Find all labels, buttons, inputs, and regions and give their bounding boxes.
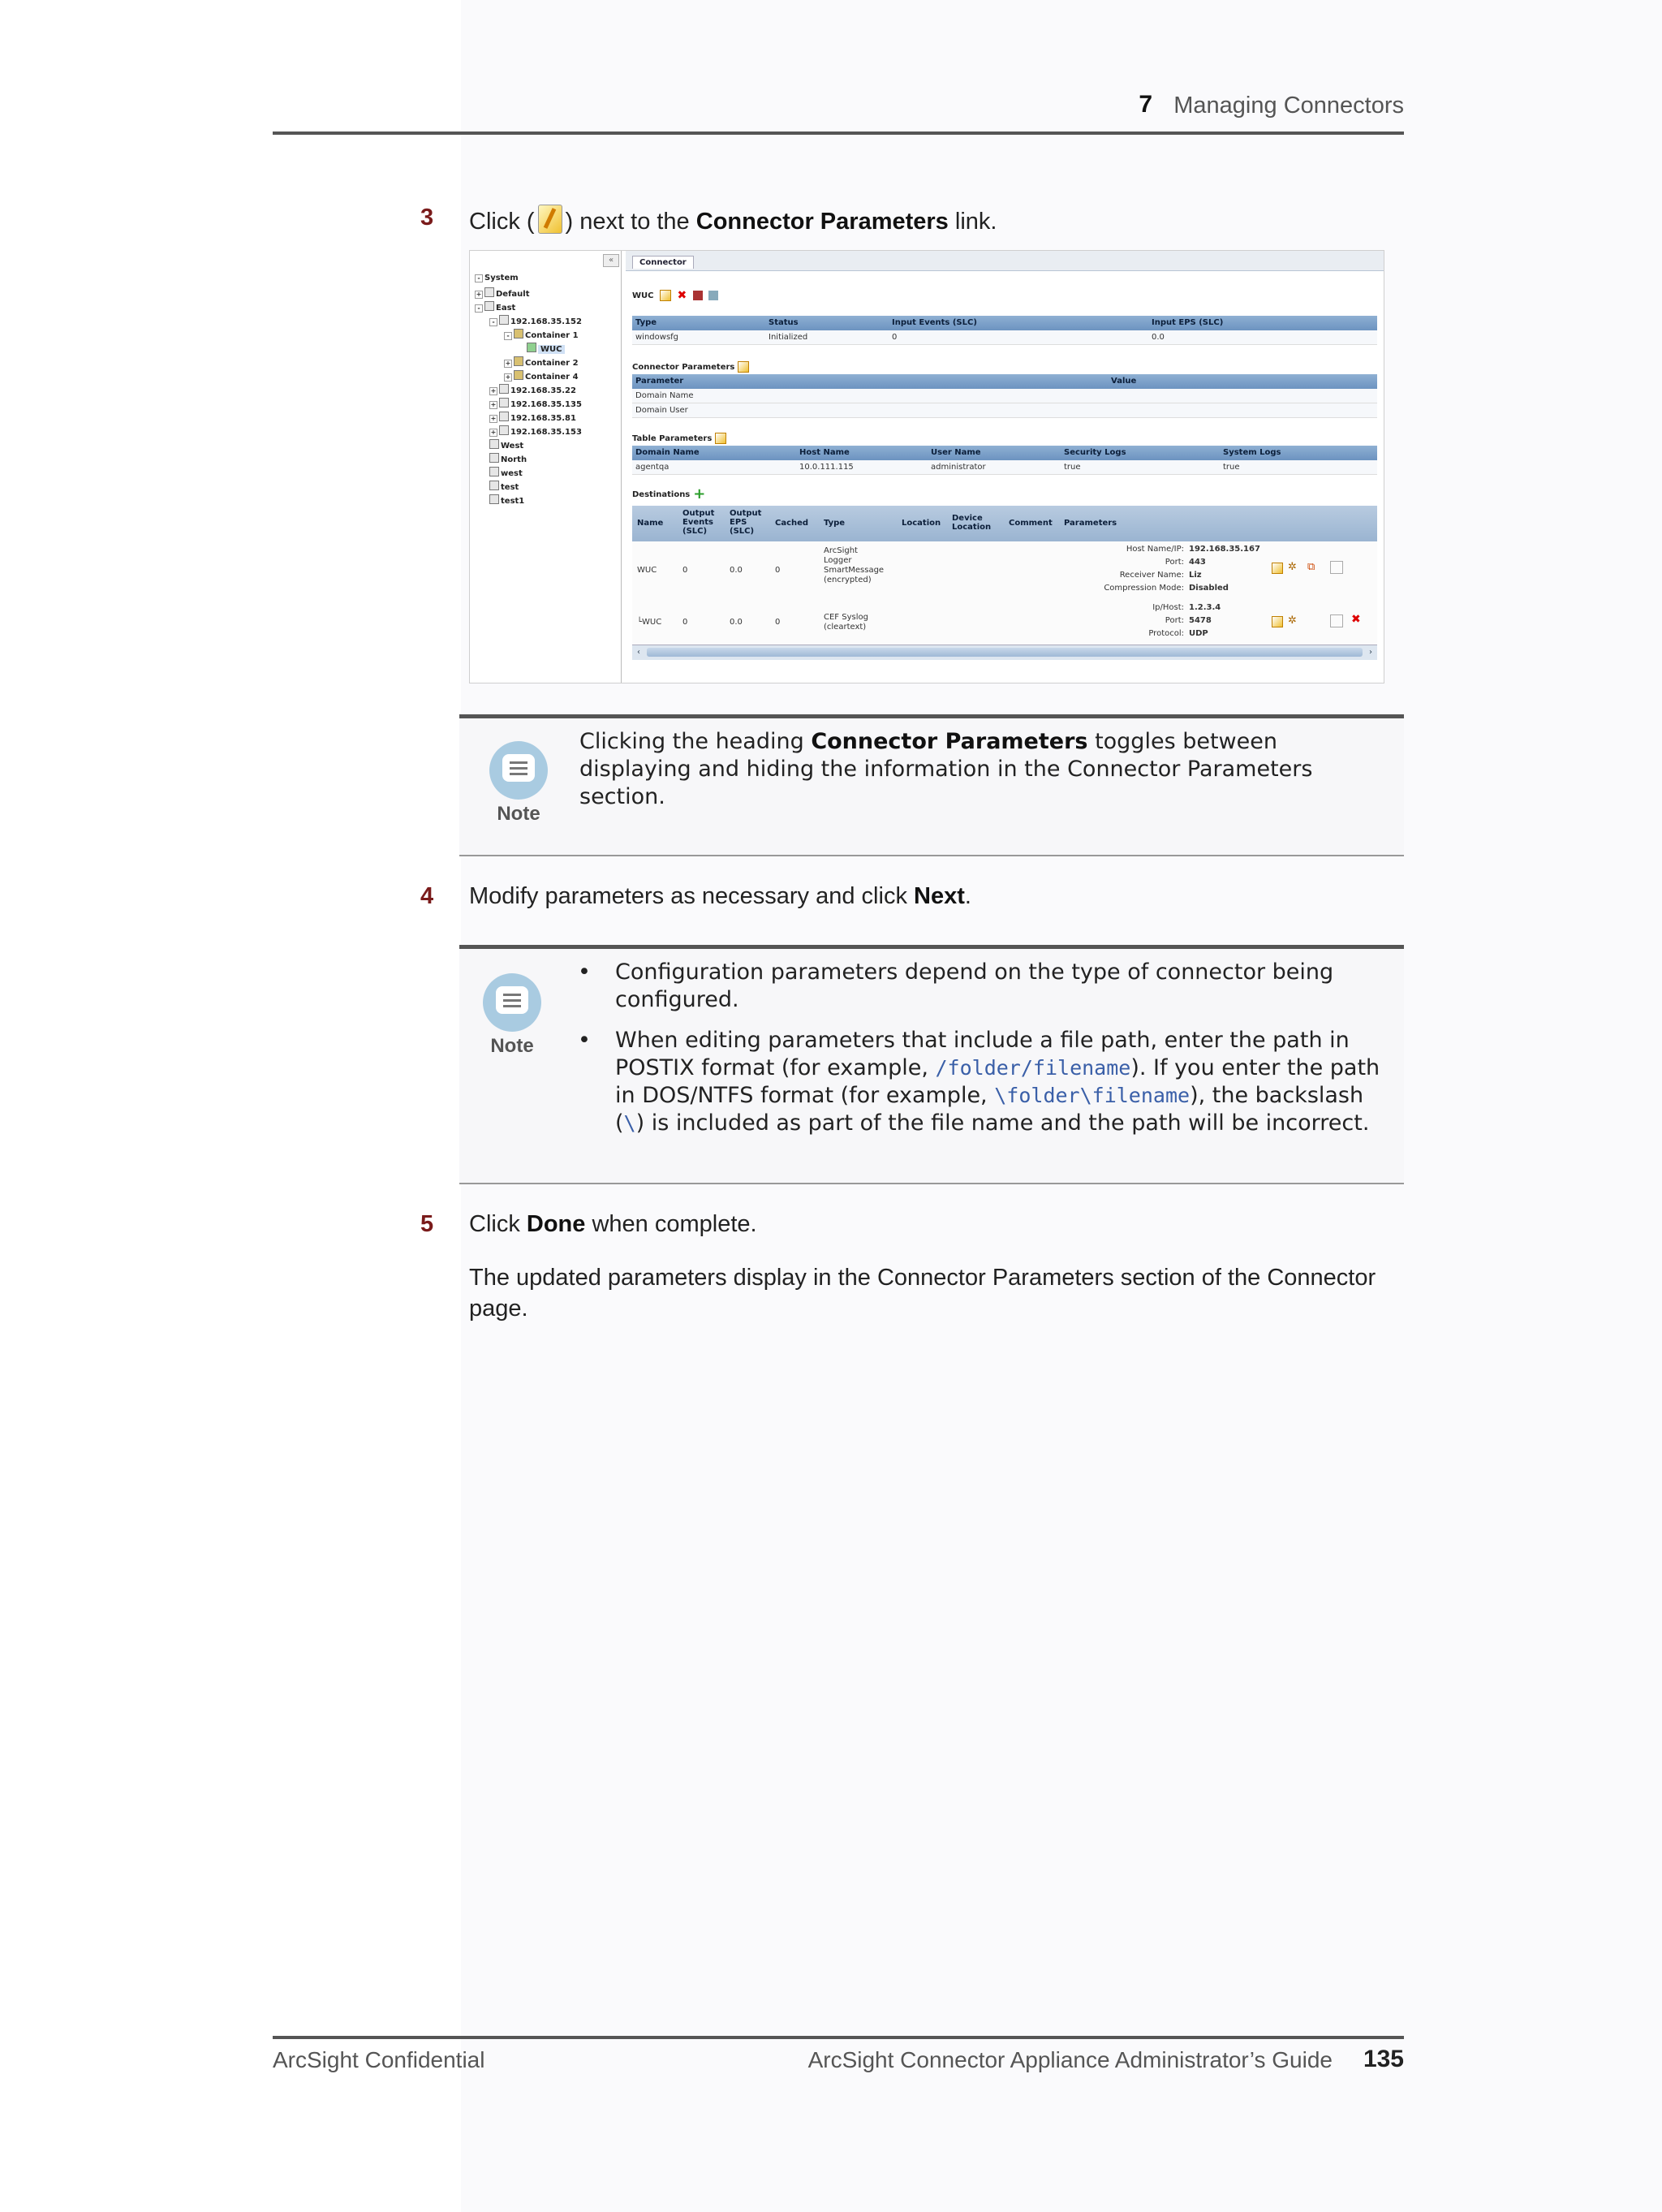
scroll-left-icon[interactable]: ‹	[637, 648, 640, 657]
page-number: 135	[1363, 2046, 1404, 2072]
note-box	[459, 945, 1404, 1184]
step3-pre: Click (	[469, 209, 535, 235]
note2-bullets: • Configuration parameters depend on the type of connector being configured. • When editing parameters that include a file path, enter the path in POSTIX format (for example, /folder/filename). If you enter the path in DOS/NTFS format (for example, \folder\filename), the backslash (\) is included as part of the file name and the path will be incorrect.	[578, 959, 1389, 1137]
note-icon: Note	[480, 973, 544, 1058]
wuc-title: WUC ✖	[632, 290, 718, 301]
tree-node[interactable]: + 192.168.35.22	[489, 384, 576, 395]
copy-icon[interactable]: ⧉	[1307, 561, 1315, 573]
table-row: windowsfg Initialized 0 0.0	[632, 330, 1377, 345]
footer-left: ArcSight Confidential	[273, 2047, 485, 2072]
tree-node[interactable]: + 192.168.35.135	[489, 398, 582, 409]
failover-icon[interactable]	[1330, 614, 1343, 627]
failover-icon[interactable]	[1330, 561, 1343, 574]
tree-node[interactable]: test1	[489, 494, 524, 506]
step3-post: link.	[948, 209, 997, 235]
tree-node[interactable]: west	[489, 467, 523, 478]
table-row[interactable]: └WUC 0 0.0 0 CEF Syslog (cleartext) Ip/Host: 1.2.3.4 Port: 5478 Protocol: UDP ✲ ✖	[632, 600, 1377, 646]
table-row: Domain User	[632, 403, 1377, 418]
tree-node[interactable]: West	[489, 439, 523, 451]
step3-text	[469, 205, 997, 235]
gear-icon[interactable]: ✲	[1288, 614, 1297, 627]
connector-screenshot	[469, 250, 1384, 683]
note1-text: Clicking the heading Connector Parameters toggles between displaying and hiding the information in the Connector Parameters section.	[579, 729, 1313, 809]
connector-parameters-link[interactable]: Connector Parameters	[632, 361, 749, 373]
tree-node[interactable]: - Container 1	[504, 329, 579, 340]
chapter-number: 7	[1139, 91, 1152, 118]
note-icon: Note	[487, 741, 550, 826]
edit-pencil-icon[interactable]	[738, 361, 749, 373]
gear-icon[interactable]: ✲	[1288, 561, 1297, 573]
delete-icon[interactable]: ✖	[677, 289, 687, 302]
tree-node[interactable]: + 192.168.35.81	[489, 412, 576, 423]
scroll-thumb[interactable]	[647, 648, 1363, 657]
tree-node[interactable]: + Container 4	[504, 370, 579, 382]
step3-mid: ) next to the	[565, 209, 696, 235]
footer-guide-title: ArcSight Connector Appliance Administrator’s Guide	[807, 2047, 1333, 2072]
note-box	[459, 714, 1404, 856]
step-number: 5	[420, 1211, 434, 1237]
tab-bar	[626, 251, 1384, 271]
table-row: agentqa 10.0.111.115 administrator true true	[632, 460, 1377, 475]
settings-icon[interactable]	[708, 291, 718, 300]
tree-node[interactable]: test	[489, 481, 519, 492]
step-number: 4	[420, 883, 434, 909]
step3-bold: Connector Parameters	[695, 209, 949, 235]
stop-icon[interactable]	[693, 291, 703, 300]
tree-node[interactable]: North	[489, 453, 527, 464]
chapter-title: Managing Connectors	[1173, 93, 1404, 119]
tree-node[interactable]: + Container 2	[504, 356, 579, 368]
table-row: Domain Name	[632, 389, 1377, 403]
edit-icon[interactable]	[660, 290, 671, 301]
body-paragraph: The updated parameters display in the Connector Parameters section of the Connector page.	[469, 1265, 1376, 1322]
table-parameters-title: Table Parameters	[632, 433, 726, 444]
tab-connector[interactable]: Connector	[632, 256, 694, 269]
tree-node[interactable]: + Default	[475, 287, 530, 299]
horizontal-scrollbar[interactable]	[632, 645, 1377, 660]
tree-node[interactable]: - 192.168.35.152	[489, 315, 582, 326]
destinations-title: Destinations +	[632, 485, 706, 502]
edit-pencil-icon	[538, 205, 562, 234]
tree-node[interactable]: - East	[475, 301, 515, 313]
bullet-item: • When editing parameters that include a file path, enter the path in POSTIX format (for example, /folder/filename). If you enter the path in DOS/NTFS format (for example, \folder\filename), the backslash (\) is included as part of the file name and the path will be incorrect.	[578, 1028, 1380, 1136]
tree-node[interactable]: - System	[475, 274, 519, 282]
scroll-right-icon[interactable]: ›	[1369, 648, 1372, 657]
status-table: Type Status Input Events (SLC) Input EPS (SLC) windowsfg Initialized 0 0.0	[632, 316, 1377, 345]
delete-icon[interactable]: ✖	[1351, 613, 1361, 626]
navigation-tree	[470, 251, 622, 683]
bullet-item: Configuration parameters depend on the type of connector being configured.	[615, 959, 1334, 1012]
tree-node[interactable]: + 192.168.35.153	[489, 425, 582, 437]
destinations-table	[632, 506, 1377, 660]
table-row[interactable]: WUC 0 0.0 0 ArcSight Logger SmartMessage (encrypted) Host Name/IP: 192.168.35.167 Port: 443 Receiver Name: Liz Compression Mode: Disabled ✲ ⧉	[632, 541, 1377, 601]
table-parameters-table: Domain Name Host Name User Name Security Logs System Logs agentqa 10.0.111.115 administrator true true	[632, 446, 1377, 475]
step-number: 3	[420, 205, 434, 231]
step5-text: Click Done when complete.	[469, 1211, 757, 1237]
add-icon[interactable]: +	[693, 485, 706, 502]
step4-text: Modify parameters as necessary and click Next.	[469, 883, 971, 909]
edit-icon[interactable]	[1272, 563, 1283, 574]
edit-pencil-icon[interactable]	[715, 433, 726, 444]
page-header	[273, 91, 1404, 135]
collapse-button[interactable]: «	[603, 254, 619, 267]
edit-icon[interactable]	[1272, 616, 1283, 627]
parameter-table: Parameter Value Domain Name Domain User	[632, 374, 1377, 418]
connector-panel	[626, 251, 1384, 683]
page-footer	[273, 2036, 1404, 2072]
tree-node-selected[interactable]: WUC	[527, 343, 565, 354]
table-header: Name Output Events (SLC) Output EPS (SLC) Cached Type Location Device Location Comment Parameters	[632, 506, 1377, 541]
